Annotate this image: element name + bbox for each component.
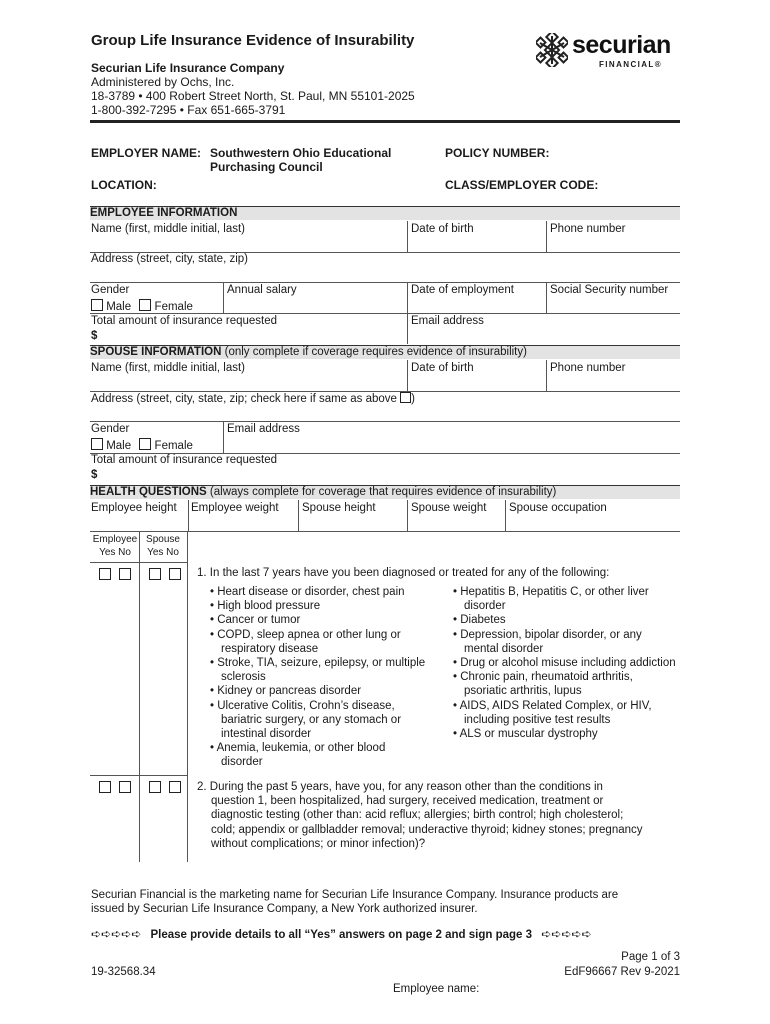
spouse-female-checkbox[interactable]	[139, 438, 151, 450]
q1-conditions-left	[210, 585, 430, 770]
employee-email-field[interactable]: Email address	[411, 315, 484, 327]
health-section-header	[90, 485, 680, 499]
question-2-line: cold; appendix or gallbladder removal; underactive thyroid; kidney stones; pregnancy	[211, 823, 643, 836]
disclaimer	[91, 888, 618, 916]
divider	[407, 500, 408, 531]
q1-employee-yes-checkbox[interactable]	[99, 568, 111, 580]
spouse-gender-label: Gender	[91, 423, 130, 435]
q1-conditions-right	[453, 585, 678, 741]
spouse-phone-field[interactable]: Phone number	[550, 362, 626, 374]
divider	[90, 282, 680, 283]
company-phone: 1-800-392-7295 • Fax 651-665-3791	[91, 103, 286, 117]
securian-flower-icon	[536, 33, 568, 67]
employee-gender-label: Gender	[91, 284, 130, 296]
header-divider	[90, 120, 680, 123]
securian-logo	[536, 33, 682, 73]
employee-male-checkbox[interactable]	[91, 299, 103, 311]
spouse-height-field[interactable]: Spouse height	[302, 502, 376, 514]
employee-section-title: EMPLOYEE INFORMATION	[90, 207, 238, 219]
employee-ssn-field[interactable]: Social Security number	[550, 284, 669, 296]
employee-employment-date-field[interactable]: Date of employment	[411, 284, 514, 296]
spouse-male-checkbox[interactable]	[91, 438, 103, 450]
spouse-amount-field[interactable]: Total amount of insurance requested	[91, 454, 278, 466]
divider	[223, 422, 224, 453]
health-section-title: HEALTH QUESTIONS	[90, 486, 207, 498]
employee-phone-field[interactable]: Phone number	[550, 223, 626, 235]
spouse-address-label: Address (street, city, state, zip; check here if same as above	[91, 393, 397, 405]
employer-name-line1: Southwestern Ohio Educational	[210, 146, 392, 160]
spouse-section-note: (only complete if coverage requires evidence of insurability)	[224, 346, 527, 358]
disclaimer-line: issued by Securian Life Insurance Company, a New York authorized insurer.	[91, 903, 478, 915]
divider	[407, 360, 408, 391]
yes-no-label: Yes No	[147, 547, 179, 558]
company-name: Securian Life Insurance Company	[91, 61, 285, 75]
employer-name-line2: Purchasing Council	[210, 160, 323, 174]
condition-item: • Ulcerative Colitis, Crohn’s disease, bariatric surgery, or any stomach or intestinal disorder	[210, 699, 402, 741]
spouse-address-field[interactable]	[91, 392, 415, 405]
employee-address-field[interactable]: Address (street, city, state, zip)	[91, 253, 249, 265]
q2-employee-yes-checkbox[interactable]	[99, 781, 111, 793]
condition-item: • COPD, sleep apnea or other lung or respiratory disease	[210, 628, 401, 655]
employee-gender-options	[91, 299, 193, 313]
employer-name-label: EMPLOYER NAME:	[91, 146, 202, 160]
disclaimer-line: Securian Financial is the marketing name for Securian Life Insurance Company. Insurance products are	[91, 889, 619, 901]
logo-wordmark: securian	[572, 31, 671, 59]
q2-spouse-no-checkbox[interactable]	[169, 781, 181, 793]
condition-item: • AIDS, AIDS Related Complex, or HIV, including positive test results	[453, 699, 652, 726]
divider	[546, 283, 547, 314]
divider	[407, 221, 408, 252]
health-section-note: (always complete for coverage that requires evidence of insurability)	[209, 486, 557, 498]
divider	[223, 283, 224, 314]
condition-item: • Stroke, TIA, seizure, epilepsy, or multiple sclerosis	[210, 657, 426, 684]
employee-column-label: Employee	[92, 534, 138, 545]
policy-number-label: POLICY NUMBER:	[445, 146, 550, 160]
same-address-checkbox[interactable]	[400, 392, 411, 403]
divider	[139, 532, 140, 862]
employee-column-header	[92, 533, 138, 559]
q1-spouse-yes-checkbox[interactable]	[149, 568, 161, 580]
instruction-text: Please provide details to all “Yes” answers on page 2 and sign page 3	[150, 929, 533, 941]
divider	[298, 500, 299, 531]
spouse-gender-options	[91, 438, 193, 452]
spouse-weight-field[interactable]: Spouse weight	[411, 502, 487, 514]
divider	[90, 775, 188, 776]
class-code-label: CLASS/EMPLOYER CODE:	[445, 178, 599, 192]
condition-item: • Cancer or tumor	[210, 614, 301, 627]
question-2-line: diagnostic testing (other than: acid reflux; allergies; birth control; high cholesterol;	[211, 809, 624, 822]
female-label: Female	[154, 301, 193, 313]
form-number: 19-32568.34	[91, 966, 156, 978]
company-address: 18-3789 • 400 Robert Street North, St. Paul, MN 55101-2025	[91, 89, 415, 103]
question-1-text: 1. In the last 7 years have you been diagnosed or treated for any of the following:	[197, 567, 610, 579]
condition-item: • High blood pressure	[210, 600, 321, 613]
condition-item: • Drug or alcohol misuse including addiction	[453, 657, 676, 670]
employee-name-field[interactable]: Name (first, middle initial, last)	[91, 223, 246, 235]
spouse-dollar-sign: $	[91, 469, 98, 481]
page-number: Page 1 of 3	[621, 951, 680, 963]
employee-weight-field[interactable]: Employee weight	[191, 502, 279, 514]
condition-item: • ALS or muscular dystrophy	[453, 728, 598, 741]
arrow-right-icon: ➪➪➪➪➪	[541, 927, 592, 941]
question-2-text	[197, 780, 643, 851]
female-label: Female	[154, 440, 193, 452]
q1-spouse-no-checkbox[interactable]	[169, 568, 181, 580]
logo-subtitle: FINANCIAL®	[599, 60, 662, 69]
divider	[546, 221, 547, 252]
question-2-line: question 1, been hospitalized, had surgery, received medication, treatment or	[211, 795, 604, 808]
condition-item: • Heart disease or disorder, chest pain	[210, 586, 405, 598]
divider	[505, 500, 506, 531]
divider	[90, 531, 680, 532]
instruction-line	[91, 927, 592, 941]
q1-employee-no-checkbox[interactable]	[119, 568, 131, 580]
divider	[188, 500, 189, 531]
male-label: Male	[106, 440, 132, 452]
divider	[187, 532, 188, 862]
condition-item: • Depression, bipolar disorder, or any mental disorder	[453, 628, 642, 655]
male-label: Male	[106, 301, 132, 313]
spouse-section-header	[90, 345, 680, 359]
divider	[90, 562, 188, 563]
condition-item: • Kidney or pancreas disorder	[210, 685, 362, 698]
employee-female-checkbox[interactable]	[139, 299, 151, 311]
employee-section-header	[90, 206, 680, 220]
employee-dob-field[interactable]: Date of birth	[411, 223, 474, 235]
edition-number: EdF96667 Rev 9-2021	[564, 966, 680, 978]
condition-item: • Diabetes	[453, 614, 506, 627]
arrow-right-icon: ➪➪➪➪➪	[91, 927, 142, 941]
spouse-section-title: SPOUSE INFORMATION	[90, 346, 222, 358]
q2-spouse-yes-checkbox[interactable]	[149, 781, 161, 793]
spouse-occupation-field[interactable]: Spouse occupation	[509, 502, 607, 514]
condition-item: • Hepatitis B, Hepatitis C, or other liver disorder	[453, 586, 649, 613]
employee-salary-field[interactable]: Annual salary	[227, 284, 297, 296]
spouse-column-label: Spouse	[146, 534, 180, 545]
divider	[90, 313, 680, 314]
divider	[90, 421, 680, 422]
condition-item: • Anemia, leukemia, or other blood disorder	[210, 742, 386, 769]
employee-name-footer[interactable]: Employee name:	[393, 983, 480, 995]
condition-item: • Chronic pain, rheumatoid arthritis, psoriatic arthritis, lupus	[453, 671, 633, 698]
yes-no-label: Yes No	[99, 547, 131, 558]
spouse-column-header	[142, 533, 184, 559]
q2-employee-no-checkbox[interactable]	[119, 781, 131, 793]
divider	[546, 360, 547, 391]
spouse-email-field[interactable]: Email address	[227, 423, 300, 435]
form-title: Group Life Insurance Evidence of Insurability	[91, 32, 415, 49]
employee-amount-field[interactable]: Total amount of insurance requested	[91, 315, 278, 327]
administered-by: Administered by Ochs, Inc.	[91, 75, 235, 89]
spouse-dob-field[interactable]: Date of birth	[411, 362, 474, 374]
question-2-line: without complications; or minor infection)?	[211, 837, 426, 850]
employee-dollar-sign: $	[91, 330, 98, 342]
question-2-line: 2. During the past 5 years, have you, for any reason other than the conditions in	[197, 781, 603, 793]
spouse-address-close: )	[411, 393, 415, 405]
location-label: LOCATION:	[91, 178, 157, 192]
spouse-name-field[interactable]: Name (first, middle initial, last)	[91, 362, 246, 374]
employee-height-field[interactable]: Employee height	[91, 502, 177, 514]
